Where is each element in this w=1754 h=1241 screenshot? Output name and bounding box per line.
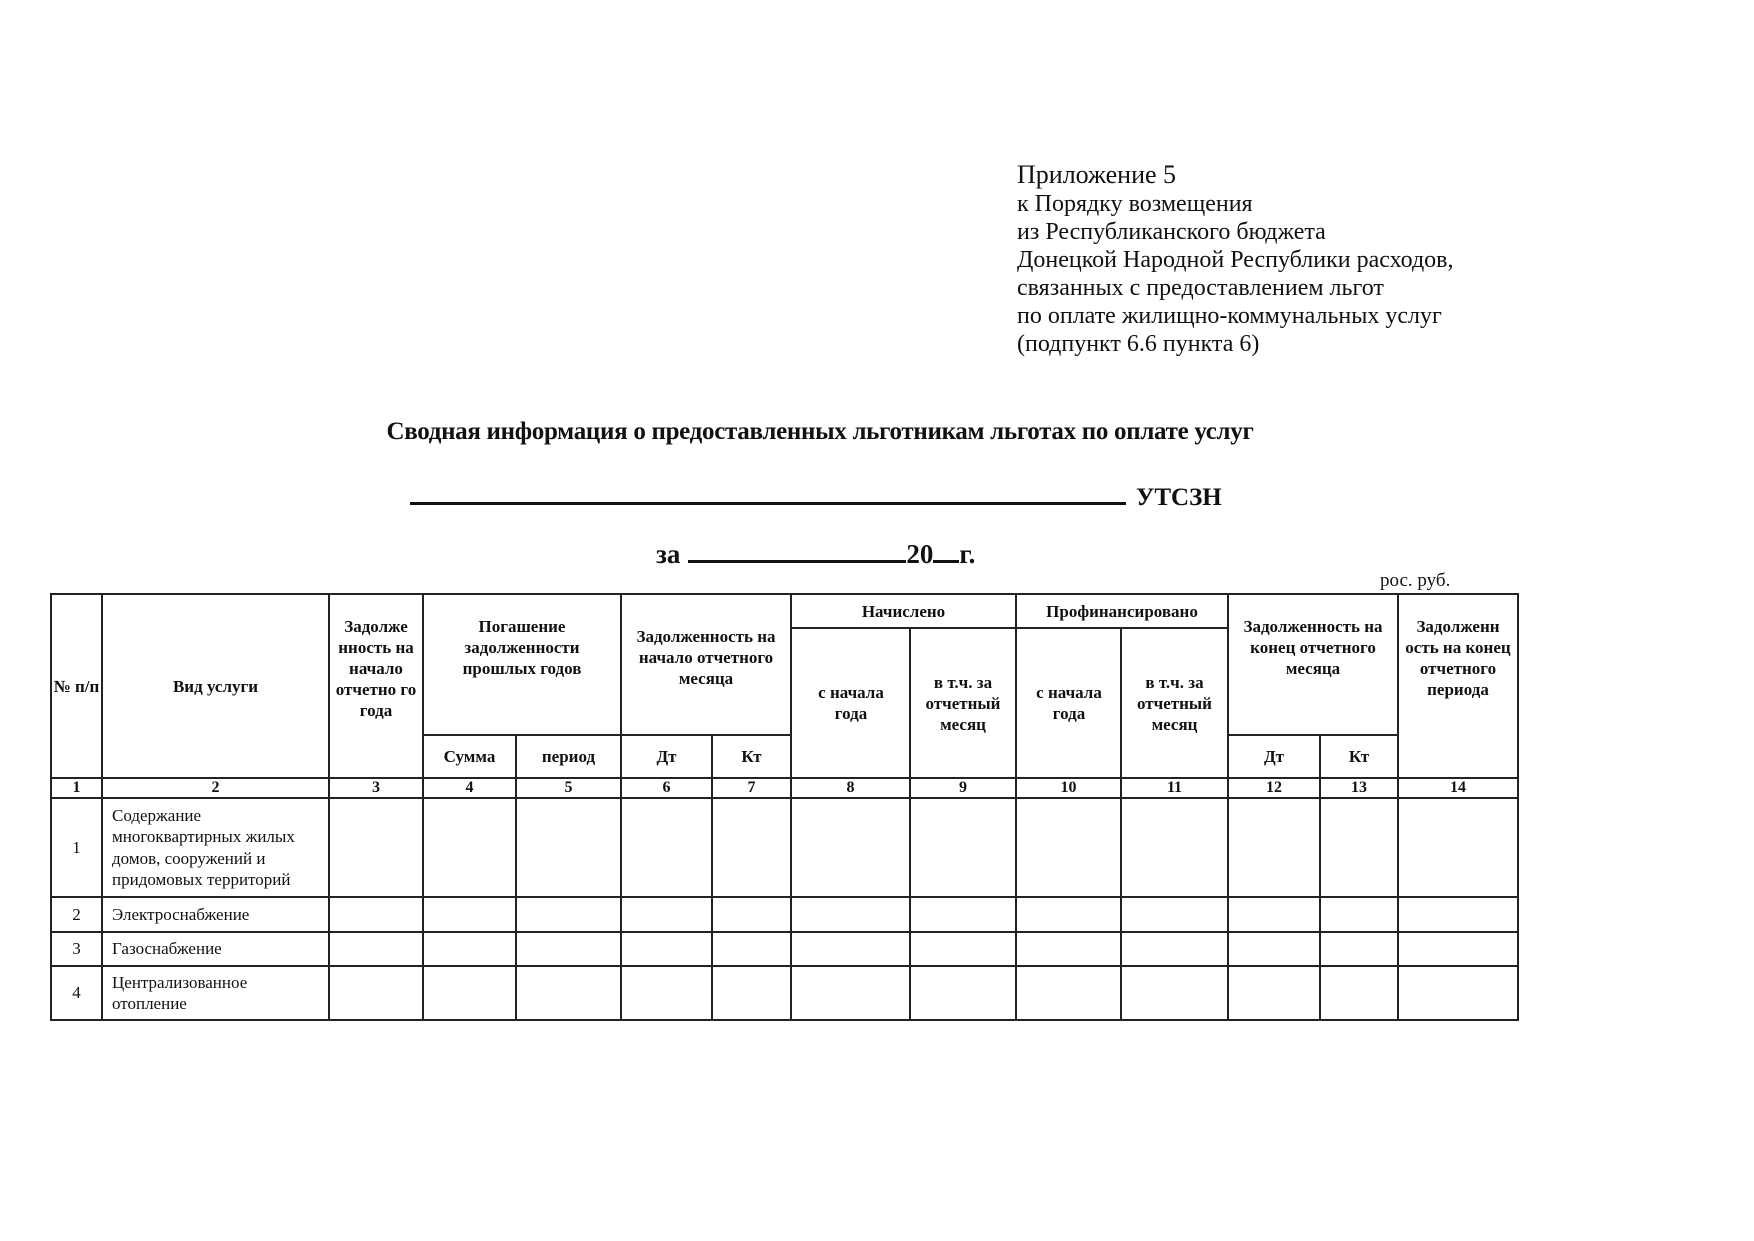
- period-year-prefix: 20: [906, 539, 934, 569]
- appendix-line: (подпункт 6.6 пункта 6): [1017, 331, 1260, 357]
- table-divider: [791, 627, 1228, 629]
- row-service-name: Централизованное отопление: [112, 972, 248, 1013]
- header-accrued-group: Начислено: [861, 601, 946, 621]
- header-debt-month-start-group: Задолженность на начало отчетного месяца: [636, 627, 776, 688]
- column-number: 8: [846, 779, 855, 796]
- header-number: № п/п: [53, 676, 100, 696]
- row-number: 3: [72, 939, 81, 959]
- appendix-line: связанных с предоставлением льгот: [1017, 275, 1384, 301]
- appendix-line: Донецкой Народной Республики расходов,: [1017, 247, 1454, 273]
- column-number: 11: [1166, 779, 1183, 796]
- table-divider: [423, 734, 791, 736]
- header-financed-ytd: с начала года: [1036, 683, 1102, 723]
- table-data-entry-area[interactable]: [329, 798, 1518, 1020]
- header-repayment-period: период: [541, 747, 596, 766]
- appendix-line: из Республиканского бюджета: [1017, 219, 1326, 245]
- table-border-left: [50, 593, 52, 1021]
- header-repayment-group: Погашение задолженности прошлых годов: [462, 617, 582, 678]
- column-number: 12: [1266, 779, 1282, 796]
- header-repayment-sum: Сумма: [443, 747, 496, 766]
- header-debt-end-kt: Кт: [1348, 747, 1370, 766]
- header-debt-period-end: Задолженн ость на конец отчетного периода: [1405, 617, 1511, 699]
- currency-units: рос. руб.: [1380, 570, 1451, 591]
- period-prefix: за: [656, 539, 681, 569]
- header-accrued-month: в т.ч. за отчетный месяц: [925, 672, 1001, 734]
- row-service-name: Газоснабжение: [112, 939, 222, 959]
- header-debt-start-kt: Кт: [741, 747, 762, 766]
- header-service-type: Вид услуги: [172, 676, 259, 696]
- column-number: 4: [465, 779, 474, 796]
- header-debt-start-dt: Дт: [656, 747, 677, 766]
- header-accrued-ytd: с начала года: [818, 683, 884, 723]
- period-suffix: г.: [959, 539, 976, 569]
- appendix-line: по оплате жилищно-коммунальных услуг: [1017, 303, 1442, 329]
- header-financed-month: в т.ч. за отчетный месяц: [1137, 672, 1212, 734]
- document-title: Сводная информация о предоставленных льготникам льготах по оплате услуг: [386, 418, 1254, 445]
- column-number: 5: [564, 779, 573, 796]
- appendix-line: Приложение 5: [1017, 160, 1177, 189]
- header-financed-group: Профинансировано: [1046, 601, 1198, 621]
- table-divider: [51, 777, 1519, 779]
- header-debt-year-start: Задолже нность на начало отчетно го года: [335, 617, 417, 720]
- header-debt-end-dt: Дт: [1263, 747, 1285, 766]
- column-number: 10: [1060, 779, 1077, 796]
- row-number: 2: [72, 904, 81, 924]
- row-service-name: Содержание многоквартирных жилых домов, сооружений и придомовых территорий: [112, 805, 295, 889]
- column-number: 3: [372, 779, 380, 796]
- table-divider: [1228, 734, 1398, 736]
- column-number: 14: [1450, 779, 1466, 796]
- row-service-name: Электроснабжение: [112, 904, 250, 924]
- column-number: 6: [662, 779, 671, 796]
- column-number: 1: [72, 779, 81, 796]
- appendix-line: к Порядку возмещения: [1017, 191, 1253, 217]
- column-number: 2: [211, 779, 220, 796]
- column-number: 9: [959, 779, 967, 796]
- table-divider: [101, 593, 103, 1021]
- column-number: 13: [1351, 779, 1367, 796]
- column-number: 7: [747, 779, 756, 796]
- row-number: 1: [72, 837, 81, 857]
- table-border-top: [51, 593, 1519, 595]
- organization-suffix: УТСЗН: [1136, 484, 1222, 511]
- header-debt-month-end-group: Задолженность на конец отчетного месяца: [1243, 617, 1383, 678]
- row-number: 4: [72, 983, 81, 1003]
